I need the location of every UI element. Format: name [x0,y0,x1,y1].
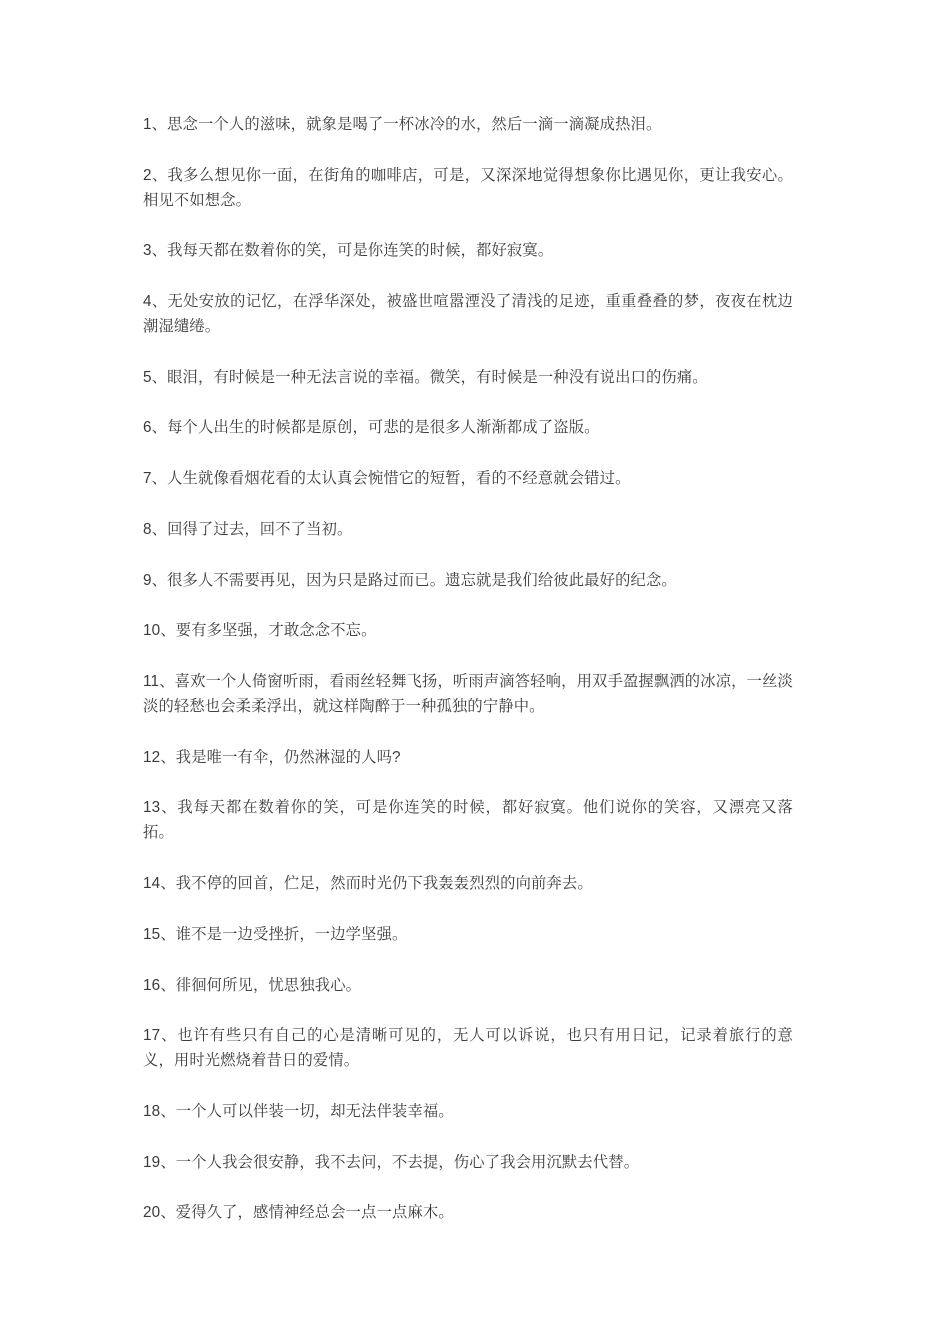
quote-paragraph: 7、人生就像看烟花看的太认真会惋惜它的短暂，看的不经意就会错过。 [143,470,631,488]
quote-paragraph: 16、徘徊何所见，忧思独我心。 [143,976,362,994]
quote-paragraph: 6、每个人出生的时候都是原创，可悲的是很多人渐渐都成了盗版。 [143,419,600,437]
quote-paragraph: 9、很多人不需要再见，因为只是路过而已。遗忘就是我们给彼此最好的纪念。 [143,571,677,589]
quote-paragraph: 3、我每天都在数着你的笑，可是你连笑的时候，都好寂寞。 [143,242,554,260]
quote-paragraph: 8、回得了过去，回不了当初。 [143,520,353,538]
quote-paragraph: 5、眼泪，有时候是一种无法言说的幸福。微笑，有时候是一种没有说出口的伤痛。 [143,368,708,386]
document-text-body [143,113,793,1226]
quote-paragraph: 14、我不停的回首，伫足，然而时光仍下我轰轰烈烈的向前奔去。 [143,875,593,893]
quote-paragraph: 13、我每天都在数着你的笑，可是你连笑的时候，都好寂寞。他们说你的笑容，又漂亮又落拓。 [143,799,793,842]
quote-paragraph: 15、谁不是一边受挫折，一边学坚强。 [143,925,408,943]
quote-paragraph: 11、喜欢一个人倚窗听雨，看雨丝轻舞飞扬，听雨声滴答轻响，用双手盈握飘洒的冰凉，一丝淡淡的轻愁也会柔柔浮出，就这样陶醉于一种孤独的宁静中。 [143,673,793,715]
quote-paragraph: 1、思念一个人的滋味，就象是喝了一杯冰冷的水，然后一滴一滴凝成热泪。 [143,116,662,133]
quote-paragraph: 19、一个人我会很安静，我不去问，不去提，伤心了我会用沉默去代替。 [143,1153,640,1171]
quote-paragraph: 12、我是唯一有伞，仍然淋湿的人吗? [143,748,401,766]
quote-paragraph: 10、要有多坚强，才敢念念不忘。 [143,622,377,640]
quote-paragraph: 4、无处安放的记忆，在浮华深处，被盛世喧嚣湮没了清浅的足迹，重重叠叠的梦，夜夜在枕边潮湿缱绻。 [143,293,793,335]
quote-paragraph: 17、也许有些只有自己的心是清晰可见的，无人可以诉说，也只有用日记，记录着旅行的意义，用时光燃烧着昔日的爱情。 [143,1027,793,1070]
quote-paragraph: 2、我多么想见你一面，在街角的咖啡店，可是，又深深地觉得想象你比遇见你，更让我安心。相见不如想念。 [143,166,793,209]
quote-paragraph: 20、爱得久了，感情神经总会一点一点麻木。 [143,1204,454,1222]
quote-paragraph: 18、一个人可以伴装一切，却无法伴装幸福。 [143,1102,454,1120]
